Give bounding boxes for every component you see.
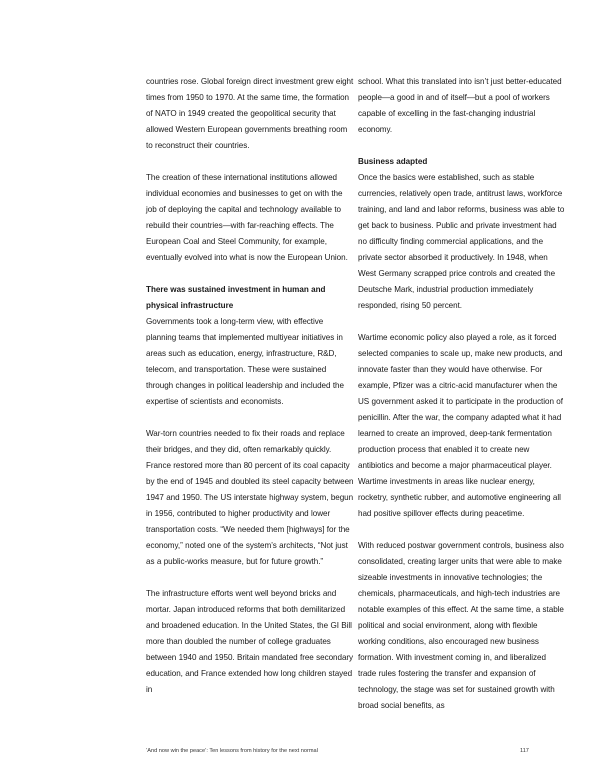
right-paragraph-4: With reduced postwar government controls, business also consolidated, creating larger units that were able to make sizeable investments in innovative technologies; the chemicals, pharmaceuticals, and high-tech industries are notable examples of this effect. At the same time, a stable political and social environment, along with flexible working conditions, also encouraged new business formation. With investment coming in, and liberalized trade rules fostering the transfer and expansion of technology, the stage was set for sustained growth with broad social benefits, as [358, 541, 564, 710]
left-paragraph-4: War-torn countries needed to fix their roads and replace their bridges, and they did, often remarkably quickly. France restored more than 80 percent of its coal capacity by the end of 1945 and doubled its steel capacity between 1947 and 1950. The US interstate highway system, begun in 1956, contributed to higher productivity and lower transportation costs. “We needed them [highways] for the economy,” noted one of the system’s architects, “Not just as a public-works measure, but for future growth.” [146, 429, 354, 566]
left-paragraph-1: countries rose. Global foreign direct investment grew eight times from 1950 to 1970. At the same time, the formation of NATO in 1949 created the geopolitical security that allowed Western European governments breathing room to reconstruct their countries. [146, 77, 354, 150]
right-paragraph-2: Once the basics were established, such as stable currencies, relatively open trade, antitrust laws, workforce training, and land and labor reforms, business was able to get back to business. Public and private investment had no difficulty finding commercial applications, and the private sector absorbed it productively. In 1948, when West Germany scrapped price controls and created the Deutsche Mark, industrial production immediately responded, rising 50 percent. [358, 173, 565, 310]
left-column [146, 74, 354, 714]
right-column [358, 74, 566, 730]
left-paragraph-5: The infrastructure efforts went well beyond bricks and mortar. Japan introduced reforms that both demilitarized and broadened education. In the United States, the GI Bill more than doubled the number of college graduates between 1940 and 1950. Britain mandated free secondary education, and France extended how long children stayed in [146, 589, 354, 694]
section-heading-infrastructure: There was sustained investment in human and physical infrastructure [146, 285, 326, 310]
left-paragraph-3: Governments took a long-term view, with effective planning teams that implemented multiyear initiatives in areas such as education, energy, infrastructure, R&D, telecom, and transportation. These were sustained through changes in political leadership and included the expertise of scientists and economists. [146, 317, 344, 406]
right-paragraph-3: Wartime economic policy also played a role, as it forced selected companies to scale up, make new products, and innovate faster than they would have otherwise. For example, Pfizer was a citric-acid manufacturer when the US government asked it to participate in the production of penicillin. After the war, the company adapted what it had learned to create an improved, deep-tank fermentation production process that enabled it to create new antibiotics and become a major pharmaceutical player. Wartime investments in areas like nuclear energy, rocketry, synthetic rubber, and automotive engineering all had positive spillover effects during peacetime. [358, 333, 563, 518]
page-number: 117 [520, 748, 529, 754]
left-paragraph-2: The creation of these international institutions allowed individual economies and businesses to get on with the job of deploying the capital and technology available to rebuild their countries—with far-reaching effects. The European Coal and Steel Community, for example, eventually evolved into what is now the European Union. [146, 173, 348, 262]
section-heading-business-adapted: Business adapted [358, 157, 428, 166]
footer-title: ‘And now win the peace’: Ten lessons from history for the next normal [146, 748, 318, 754]
right-paragraph-1: school. What this translated into isn’t just better-educated people—a good in and of itself—but a pool of workers capable of excelling in the fast-changing industrial economy. [358, 77, 562, 134]
